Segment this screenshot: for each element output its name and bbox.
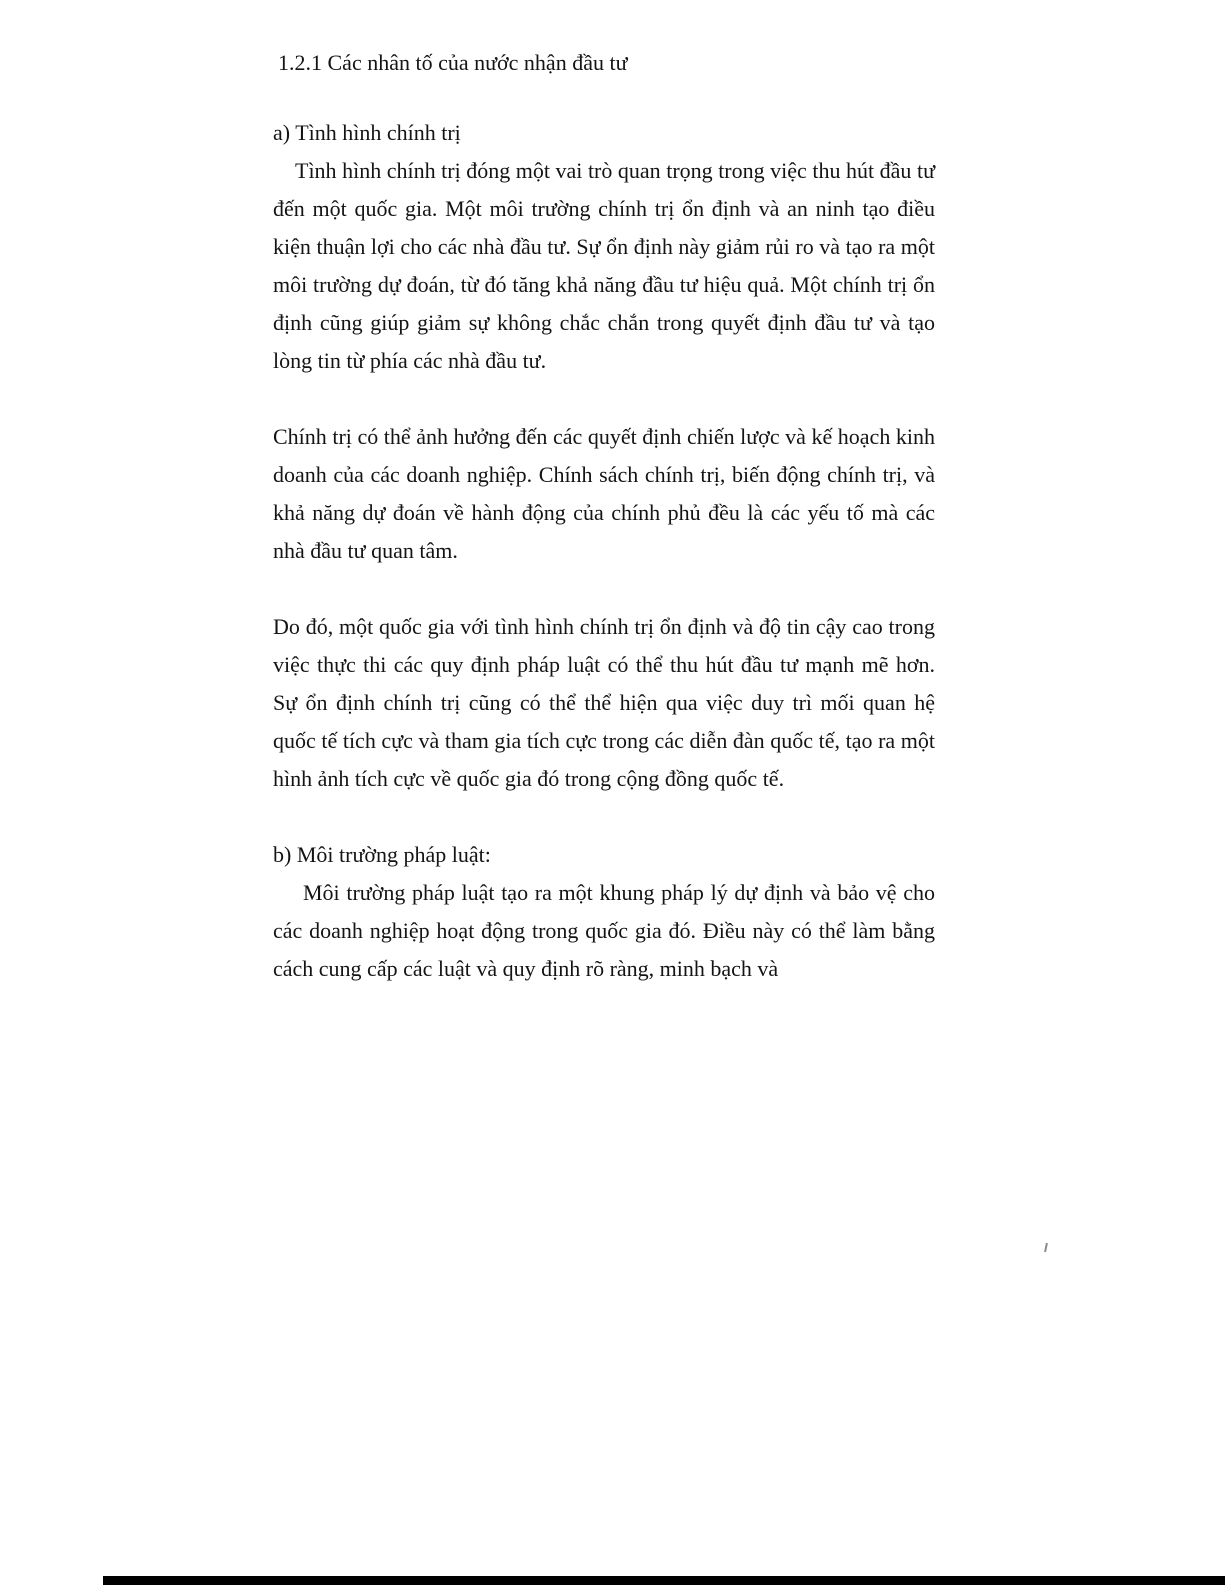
- document-content: [273, 44, 935, 988]
- subsection-b-title: b) Môi trường pháp luật:: [273, 842, 491, 867]
- paragraph-a1: Tình hình chính trị đóng một vai trò quan trọng trong việc thu hút đầu tư đến một quốc gia. Một môi trường chính trị ổn định và an ninh tạo điều kiện thuận lợi cho các nhà đầu tư. Sự ổn định này giảm rủi ro và tạo ra một môi trường dự đoán, từ đó tăng khả năng đầu tư hiệu quả. Một chính trị ổn định cũng giúp giảm sự không chắc chắn trong quyết định đầu tư và tạo lòng tin từ phía các nhà đầu tư.: [273, 158, 935, 373]
- stray-scan-mark: [1044, 1243, 1048, 1252]
- paragraph-a2: Chính trị có thể ảnh hưởng đến các quyết định chiến lược và kế hoạch kinh doanh của các doanh nghiệp. Chính sách chính trị, biến động chính trị, và khả năng dự đoán về hành động của chính phủ đều là các yếu tố mà các nhà đầu tư quan tâm.: [273, 424, 935, 563]
- section-heading: 1.2.1 Các nhân tố của nước nhận đầu tư: [278, 50, 628, 75]
- subsection-a-title: a) Tình hình chính trị: [273, 120, 461, 145]
- paragraph-a3: Do đó, một quốc gia với tình hình chính trị ổn định và độ tin cậy cao trong việc thực thi các quy định pháp luật có thể thu hút đầu tư mạnh mẽ hơn. Sự ổn định chính trị cũng có thể thể hiện qua việc duy trì mối quan hệ quốc tế tích cực và tham gia tích cực trong các diễn đàn quốc tế, tạo ra một hình ảnh tích cực về quốc gia đó trong cộng đồng quốc tế.: [273, 614, 935, 791]
- scan-artifact-bottom-bar: [103, 1576, 1225, 1585]
- paragraph-b1: Môi trường pháp luật tạo ra một khung pháp lý dự định và bảo vệ cho các doanh nghiệp hoạt động trong quốc gia đó. Điều này có thể làm bằng cách cung cấp các luật và quy định rõ ràng, minh bạch và: [273, 880, 935, 981]
